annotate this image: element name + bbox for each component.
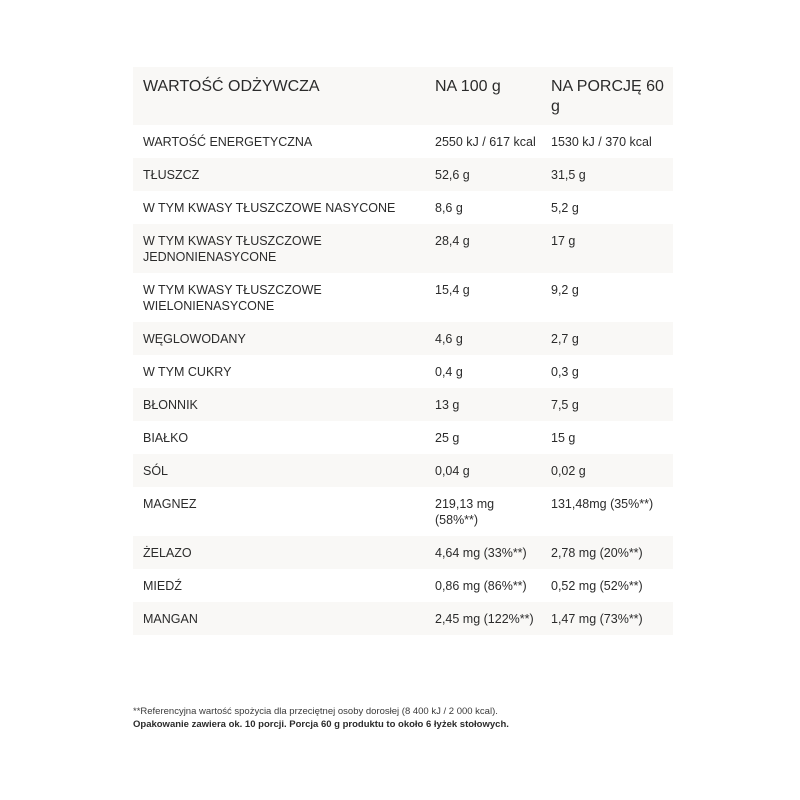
table-row	[133, 421, 673, 454]
header-per-portion: NA PORCJĘ 60 g	[541, 67, 673, 125]
value-per-100g: 0,4 g	[425, 355, 541, 388]
value-per-portion: 2,7 g	[541, 322, 673, 355]
table-row	[133, 602, 673, 635]
value-per-portion: 0,02 g	[541, 454, 673, 487]
table-row	[133, 191, 673, 224]
nutrient-name: W TYM KWASY TŁUSZCZOWE JEDNONIENASYCONE	[133, 224, 425, 273]
value-per-portion: 5,2 g	[541, 191, 673, 224]
value-per-100g: 219,13 mg (58%**)	[425, 487, 541, 536]
value-per-portion: 1530 kJ / 370 kcal	[541, 125, 673, 158]
value-per-portion: 131,48mg (35%**)	[541, 487, 673, 536]
value-per-100g: 2550 kJ / 617 kcal	[425, 125, 541, 158]
value-per-portion: 9,2 g	[541, 273, 673, 322]
header-nutrient: WARTOŚĆ ODŻYWCZA	[133, 67, 425, 125]
value-per-100g: 52,6 g	[425, 158, 541, 191]
nutrient-name: MIEDŹ	[133, 569, 425, 602]
value-per-100g: 4,6 g	[425, 322, 541, 355]
value-per-100g: 4,64 mg (33%**)	[425, 536, 541, 569]
value-per-portion: 15 g	[541, 421, 673, 454]
nutrient-name: MANGAN	[133, 602, 425, 635]
table-row	[133, 322, 673, 355]
value-per-100g: 8,6 g	[425, 191, 541, 224]
nutrient-name: W TYM KWASY TŁUSZCZOWE NASYCONE	[133, 191, 425, 224]
footnotes	[133, 705, 693, 731]
nutrient-name: BIAŁKO	[133, 421, 425, 454]
table-row	[133, 487, 673, 536]
value-per-100g: 2,45 mg (122%**)	[425, 602, 541, 635]
value-per-portion: 31,5 g	[541, 158, 673, 191]
value-per-portion: 17 g	[541, 224, 673, 273]
header-per-100g: NA 100 g	[425, 67, 541, 125]
nutrient-name: ŻELAZO	[133, 536, 425, 569]
table-row	[133, 158, 673, 191]
nutrient-name: TŁUSZCZ	[133, 158, 425, 191]
packaging-note: Opakowanie zawiera ok. 10 porcji. Porcja 60 g produktu to około 6 łyżek stołowych.	[133, 719, 509, 730]
nutrition-facts	[133, 67, 673, 635]
table-row	[133, 355, 673, 388]
table-row	[133, 273, 673, 322]
table-row	[133, 125, 673, 158]
value-per-100g: 25 g	[425, 421, 541, 454]
table-row	[133, 224, 673, 273]
value-per-100g: 28,4 g	[425, 224, 541, 273]
value-per-100g: 0,86 mg (86%**)	[425, 569, 541, 602]
table-row	[133, 569, 673, 602]
table-row	[133, 388, 673, 421]
value-per-100g: 0,04 g	[425, 454, 541, 487]
value-per-portion: 0,3 g	[541, 355, 673, 388]
nutrient-name: W TYM KWASY TŁUSZCZOWE WIELONIENASYCONE	[133, 273, 425, 322]
nutrient-name: BŁONNIK	[133, 388, 425, 421]
nutrient-name: SÓL	[133, 454, 425, 487]
table-row	[133, 454, 673, 487]
table-header-row	[133, 67, 673, 125]
value-per-portion: 7,5 g	[541, 388, 673, 421]
value-per-100g: 13 g	[425, 388, 541, 421]
nutrition-table	[133, 67, 673, 635]
nutrient-name: MAGNEZ	[133, 487, 425, 536]
nutrient-name: WĘGLOWODANY	[133, 322, 425, 355]
table-row	[133, 536, 673, 569]
nutrient-name: WARTOŚĆ ENERGETYCZNA	[133, 125, 425, 158]
value-per-portion: 1,47 mg (73%**)	[541, 602, 673, 635]
value-per-portion: 0,52 mg (52%**)	[541, 569, 673, 602]
nutrient-name: W TYM CUKRY	[133, 355, 425, 388]
value-per-100g: 15,4 g	[425, 273, 541, 322]
value-per-portion: 2,78 mg (20%**)	[541, 536, 673, 569]
reference-intake-note: **Referencyjna wartość spożycia dla przeciętnej osoby dorosłej (8 400 kJ / 2 000 kcal).	[133, 706, 498, 717]
table-body	[133, 125, 673, 635]
